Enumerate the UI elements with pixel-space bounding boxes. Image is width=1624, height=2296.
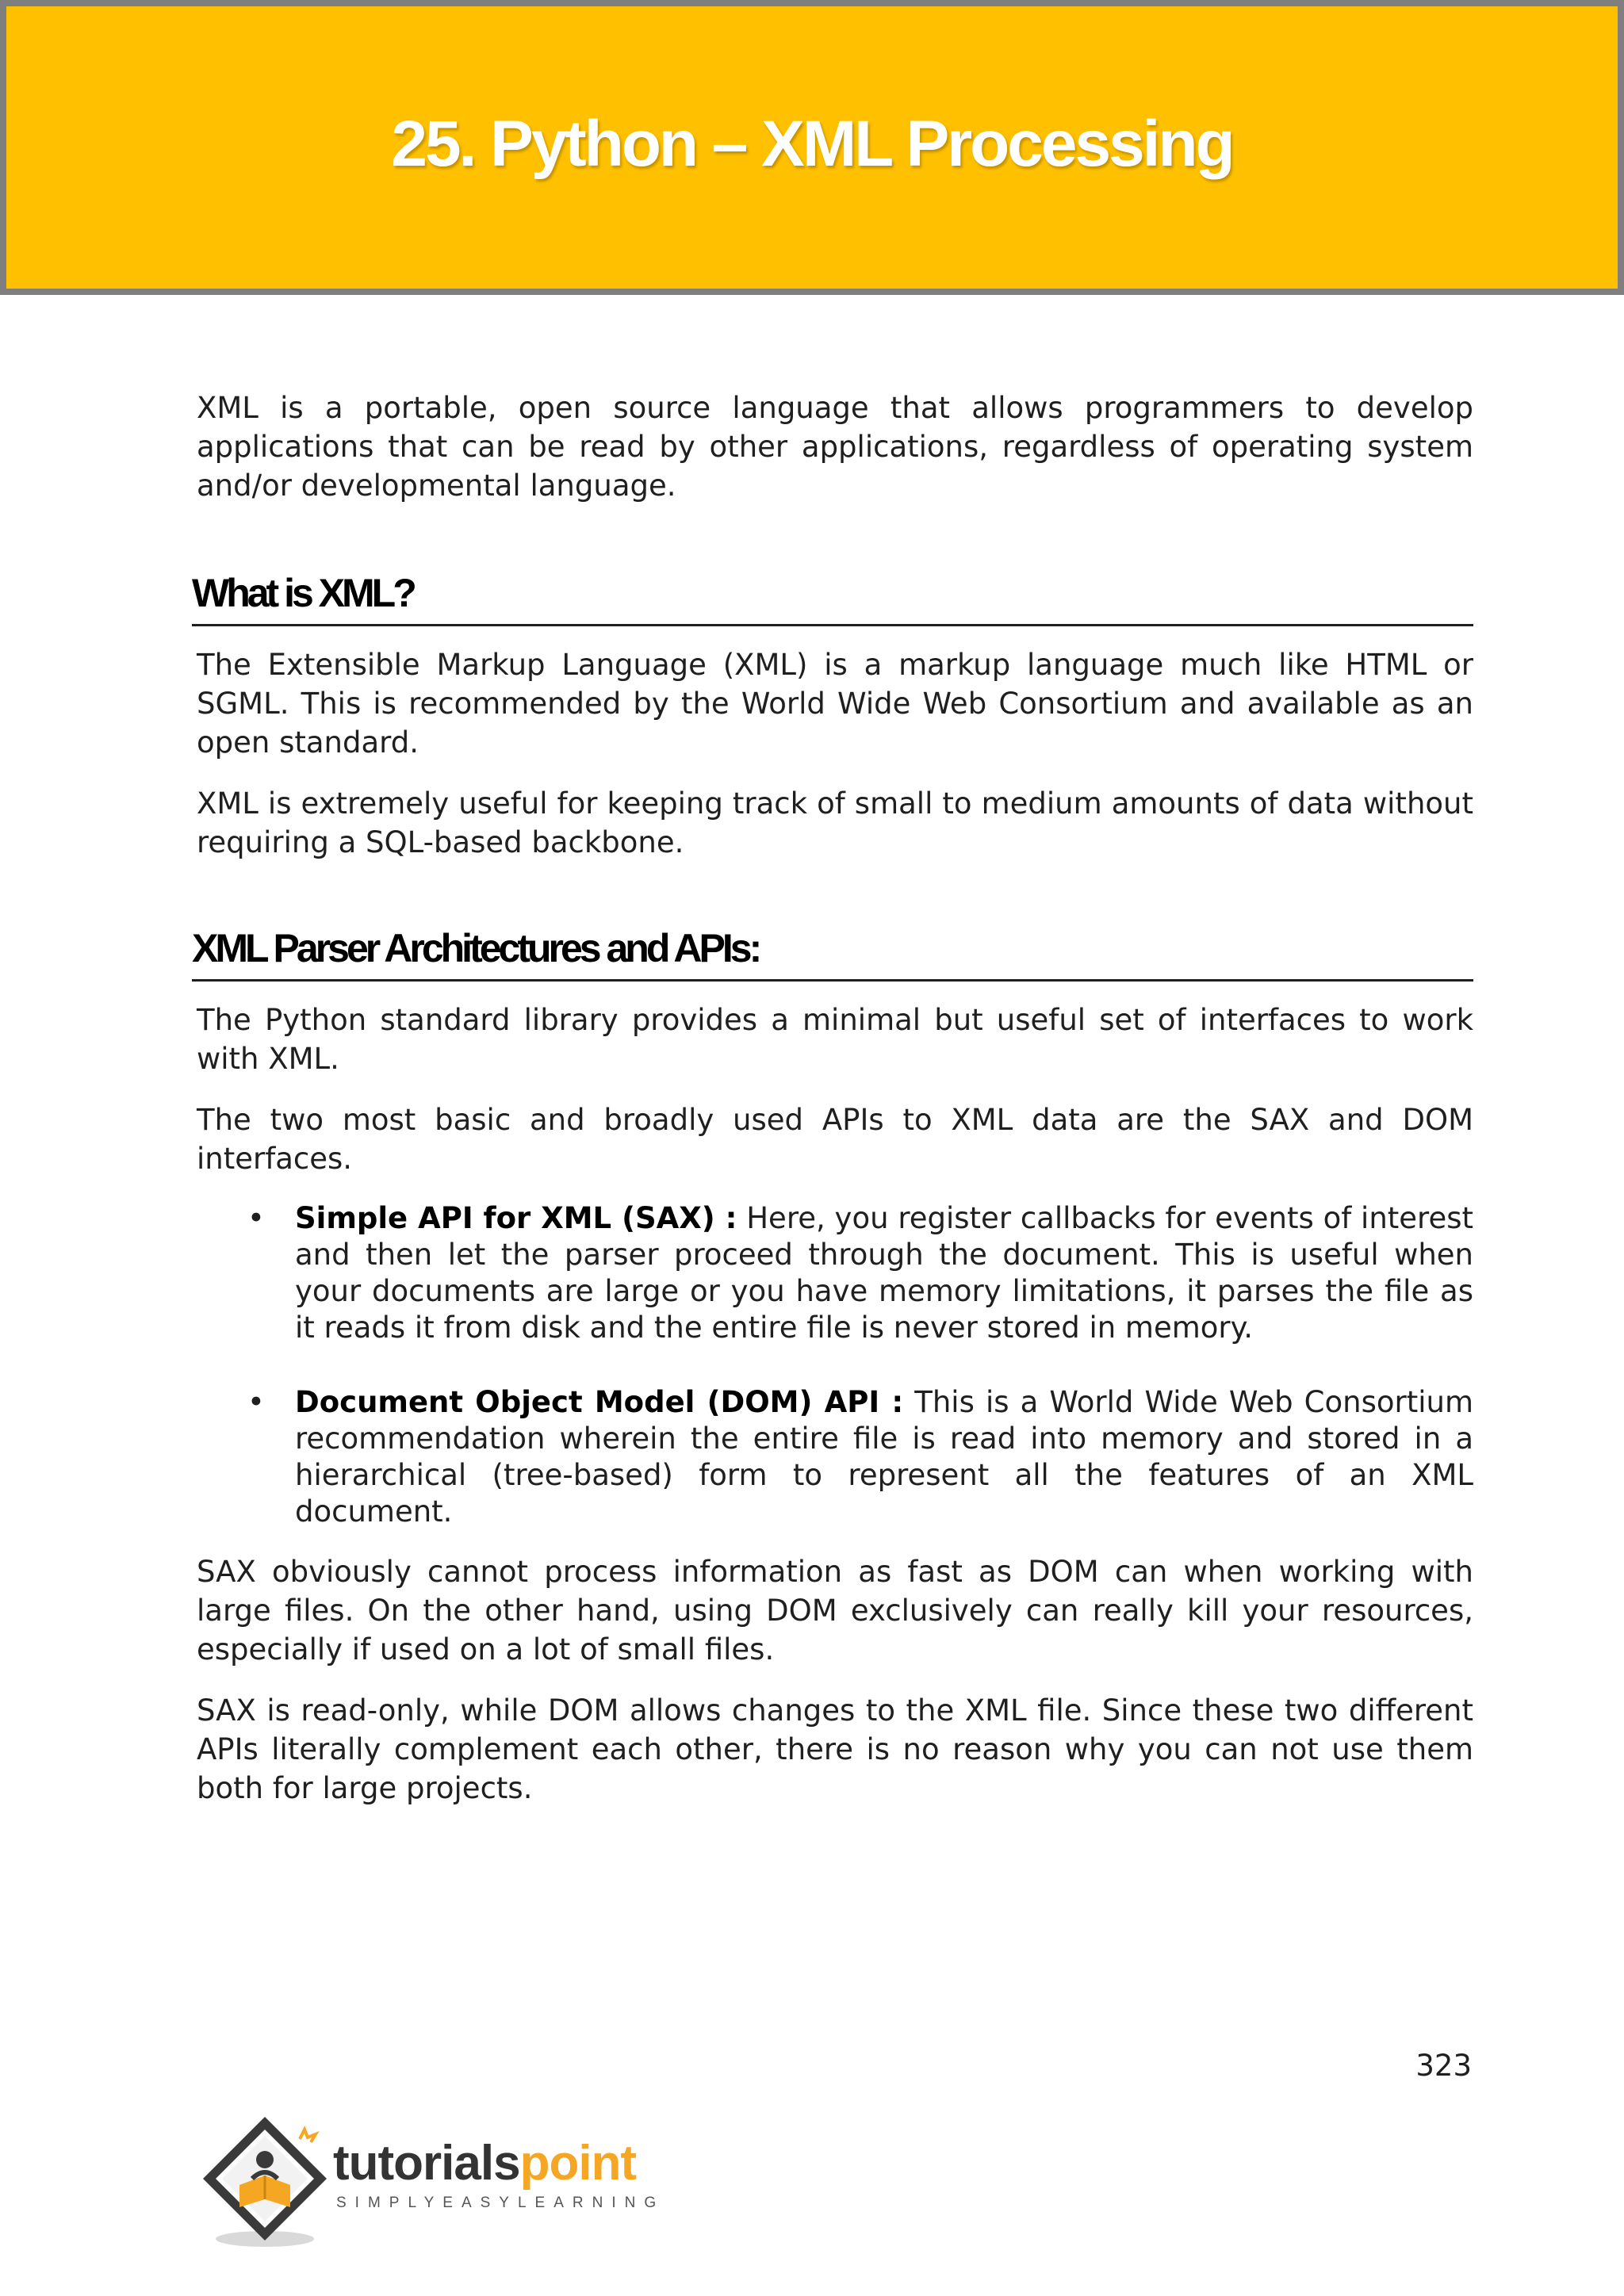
list-item bbox=[197, 1384, 1473, 1530]
logo-word-point: point bbox=[519, 2136, 637, 2191]
logo-tagline: SIMPLYEASYLEARNING bbox=[336, 2195, 665, 2211]
section-parser-architectures bbox=[192, 924, 1473, 1808]
paragraph: The Extensible Markup Language (XML) is a markup language much like HTML or SGML. This is recommended by the World Wide Web Consortium and available as an open standard. bbox=[197, 648, 1473, 760]
list-item-text: Here, you register callbacks for events of interest and then let the parser proceed through the document. This is useful when your documents are large or you have memory limitations, it parses the file as it reads it from disk and the entire file is never stored in memory. bbox=[295, 1201, 1473, 1345]
tutorialspoint-logo-icon bbox=[193, 2112, 336, 2255]
paragraph: SAX is read-only, while DOM allows changes to the XML file. Since these two different APIs literally complement each other, there is no reason why you can not use them both for large projects. bbox=[197, 1693, 1473, 1805]
bullet-icon: • bbox=[247, 1385, 265, 1419]
section-heading: XML Parser Architectures and APIs: bbox=[192, 924, 1473, 982]
list-item-term: Document Object Model (DOM) API : bbox=[295, 1385, 904, 1419]
section-heading: What is XML? bbox=[192, 568, 1473, 626]
intro-paragraph: XML is a portable, open source language that allows programmers to develop applications that can be read by other applications, regardless of operating system and/or developmental language. bbox=[197, 391, 1473, 503]
paragraph: XML is extremely useful for keeping track of small to medium amounts of data without requiring a SQL-based backbone. bbox=[197, 786, 1473, 859]
api-list bbox=[197, 1200, 1473, 1530]
paragraph: The two most basic and broadly used APIs to XML data are the SAX and DOM interfaces. bbox=[197, 1103, 1473, 1176]
paragraph: SAX obviously cannot process information as fast as DOM can when working with large files. On the other hand, using DOM exclusively can really kill your resources, especially if used on a lot of small files. bbox=[197, 1555, 1473, 1667]
tutorialspoint-logo bbox=[193, 2112, 685, 2255]
logo-wordmark bbox=[333, 2136, 636, 2191]
chapter-title: 25. Python – XML Processing bbox=[391, 108, 1233, 180]
list-item bbox=[197, 1200, 1473, 1346]
chapter-banner bbox=[0, 0, 1624, 295]
list-item-text: This is a World Wide Web Consortium recommendation wherein the entire file is read into memory and stored in a hierarchical (tree-based) form to represent all the features of an XML document. bbox=[295, 1385, 1473, 1529]
section-what-is-xml bbox=[192, 568, 1473, 862]
page-number: 323 bbox=[1415, 2049, 1472, 2083]
list-item-term: Simple API for XML (SAX) : bbox=[295, 1201, 737, 1235]
paragraph: The Python standard library provides a minimal but useful set of interfaces to work with XML. bbox=[197, 1003, 1473, 1076]
bullet-icon: • bbox=[247, 1201, 265, 1235]
page-content bbox=[192, 388, 1473, 1830]
logo-word-tutorials: tutorials bbox=[333, 2136, 520, 2191]
